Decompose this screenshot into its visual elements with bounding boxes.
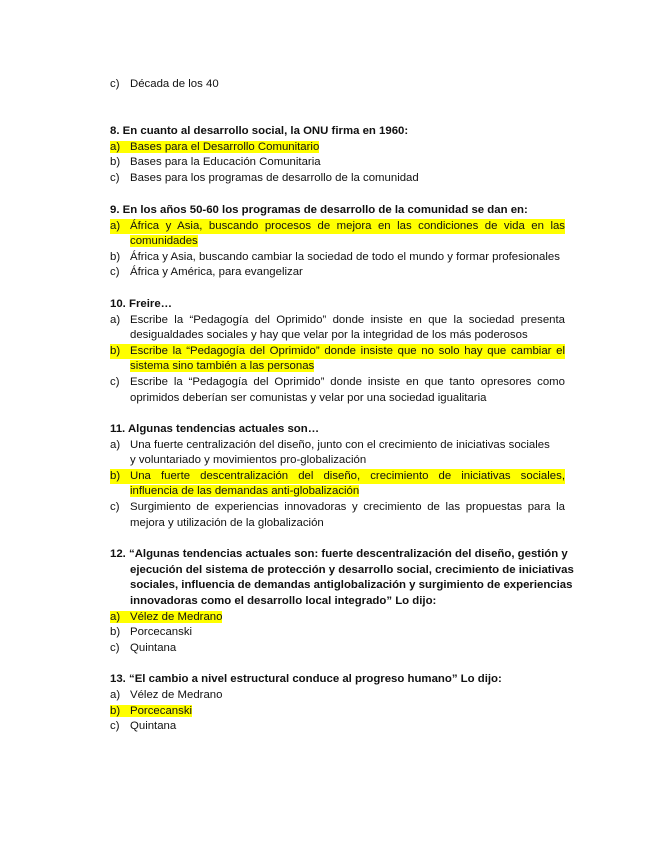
- option-letter: b): [110, 345, 121, 357]
- option-letter: c): [110, 266, 120, 278]
- option-text: Porcecanski: [130, 626, 193, 638]
- option-text: Una fuerte descentralización del diseño, crecimiento de iniciativas sociales,: [130, 470, 565, 482]
- question-13: 13. “El cambio a nivel estructural conduce al progreso humano” Lo dijo:: [110, 673, 502, 685]
- option-a-correct: [110, 610, 565, 625]
- option-continuation: desigualdades sociales y hay que velar por la integridad de los más poderosos: [130, 329, 528, 341]
- option-letter: a): [110, 220, 121, 232]
- option-letter: c): [110, 501, 120, 513]
- option-c: [110, 171, 565, 186]
- option-text: Una fuerte centralización del diseño, junto con el crecimiento de iniciativas sociales: [130, 439, 550, 451]
- option-letter: b): [110, 156, 121, 168]
- option-b-correct: [110, 704, 565, 719]
- option-letter: c): [110, 642, 120, 654]
- question-9: 9. En los años 50-60 los programas de desarrollo de la comunidad se dan en:: [110, 204, 528, 216]
- option-c: [110, 719, 565, 734]
- option-a: [110, 313, 565, 328]
- option-b-correct: [110, 344, 565, 359]
- option-letter: a): [110, 439, 121, 451]
- option-continuation: y voluntariado y movimientos pro-globalización: [130, 454, 367, 466]
- question-11: 11. Algunas tendencias actuales son…: [110, 423, 320, 435]
- option-b: [110, 155, 565, 170]
- option-c: [110, 641, 565, 656]
- option-text: Bases para la Educación Comunitaria: [130, 156, 321, 168]
- option-c: [110, 265, 565, 280]
- option-letter: c): [110, 172, 120, 184]
- option-b: [110, 250, 565, 265]
- option-letter: b): [110, 626, 121, 638]
- option-letter: a): [110, 611, 121, 623]
- option-b-correct: [110, 469, 565, 484]
- option-text: influencia de las demandas anti-globalización: [130, 485, 360, 497]
- option-text: Escribe la “Pedagogía del Oprimido” donde insiste en que tanto opresores como: [130, 376, 565, 388]
- option-letter: a): [110, 141, 121, 153]
- option-letter: b): [110, 705, 121, 717]
- question-12: 12. “Algunas tendencias actuales son: fuerte descentralización del diseño, gestión y: [110, 548, 568, 560]
- option-text: comunidades: [130, 235, 198, 247]
- option-text: África y América, para evangelizar: [130, 266, 303, 278]
- option-letter: c): [110, 720, 120, 732]
- option-text: África y Asia, buscando procesos de mejora en las condiciones de vida en las: [130, 220, 565, 232]
- option-text: Vélez de Medrano: [130, 611, 223, 623]
- option-letter: c): [110, 78, 120, 90]
- option-a-correct: [110, 219, 565, 234]
- option-letter: b): [110, 251, 121, 263]
- option-letter: c): [110, 376, 120, 388]
- option-continuation: mejora y utilización de la globalización: [130, 517, 324, 529]
- question-12-line-2: ejecución del sistema de protección y desarrollo social, crecimiento de iniciativas: [130, 564, 574, 576]
- option-text: Porcecanski: [130, 705, 193, 717]
- option-text: Escribe la “Pedagogía del Oprimido” donde insiste en que la sociedad presenta: [130, 314, 565, 326]
- option-text: Quintana: [130, 720, 177, 732]
- option-a: [110, 688, 565, 703]
- option-text: Década de los 40: [130, 78, 219, 90]
- option-c: [110, 77, 565, 92]
- question-10: 10. Freire…: [110, 298, 173, 310]
- option-text: Bases para los programas de desarrollo de la comunidad: [130, 172, 419, 184]
- option-text: Quintana: [130, 642, 177, 654]
- option-continuation: oprimidos deberían ser comunistas y velar por una sociedad igualitaria: [130, 392, 487, 404]
- question-12-line-4: innovadoras como el desarrollo local integrado” Lo dijo:: [130, 595, 437, 607]
- option-letter: b): [110, 470, 121, 482]
- option-letter: a): [110, 689, 121, 701]
- option-text: Bases para el Desarrollo Comunitario: [130, 141, 320, 153]
- option-b: [110, 625, 565, 640]
- option-text: Vélez de Medrano: [130, 689, 223, 701]
- question-8: 8. En cuanto al desarrollo social, la ONU firma en 1960:: [110, 125, 409, 137]
- option-continuation: [130, 359, 314, 374]
- option-a-correct: [110, 140, 565, 155]
- option-letter: a): [110, 314, 121, 326]
- option-a: [110, 438, 565, 453]
- option-text: sistema sino también a las personas: [130, 360, 315, 372]
- option-continuation: [130, 484, 359, 499]
- option-text: África y Asia, buscando cambiar la sociedad de todo el mundo y formar profesionales: [130, 251, 560, 263]
- option-continuation: [130, 234, 198, 249]
- option-c: [110, 375, 565, 390]
- option-c: [110, 500, 565, 515]
- question-12-line-3: sociales, influencia de demandas antiglobalización y surgimiento de experiencias: [130, 579, 573, 591]
- option-text: Surgimiento de experiencias innovadoras y crecimiento de las propuestas para la: [130, 501, 565, 513]
- option-text: Escribe la “Pedagogía del Oprimido” donde insiste que no solo hay que cambiar el: [130, 345, 565, 357]
